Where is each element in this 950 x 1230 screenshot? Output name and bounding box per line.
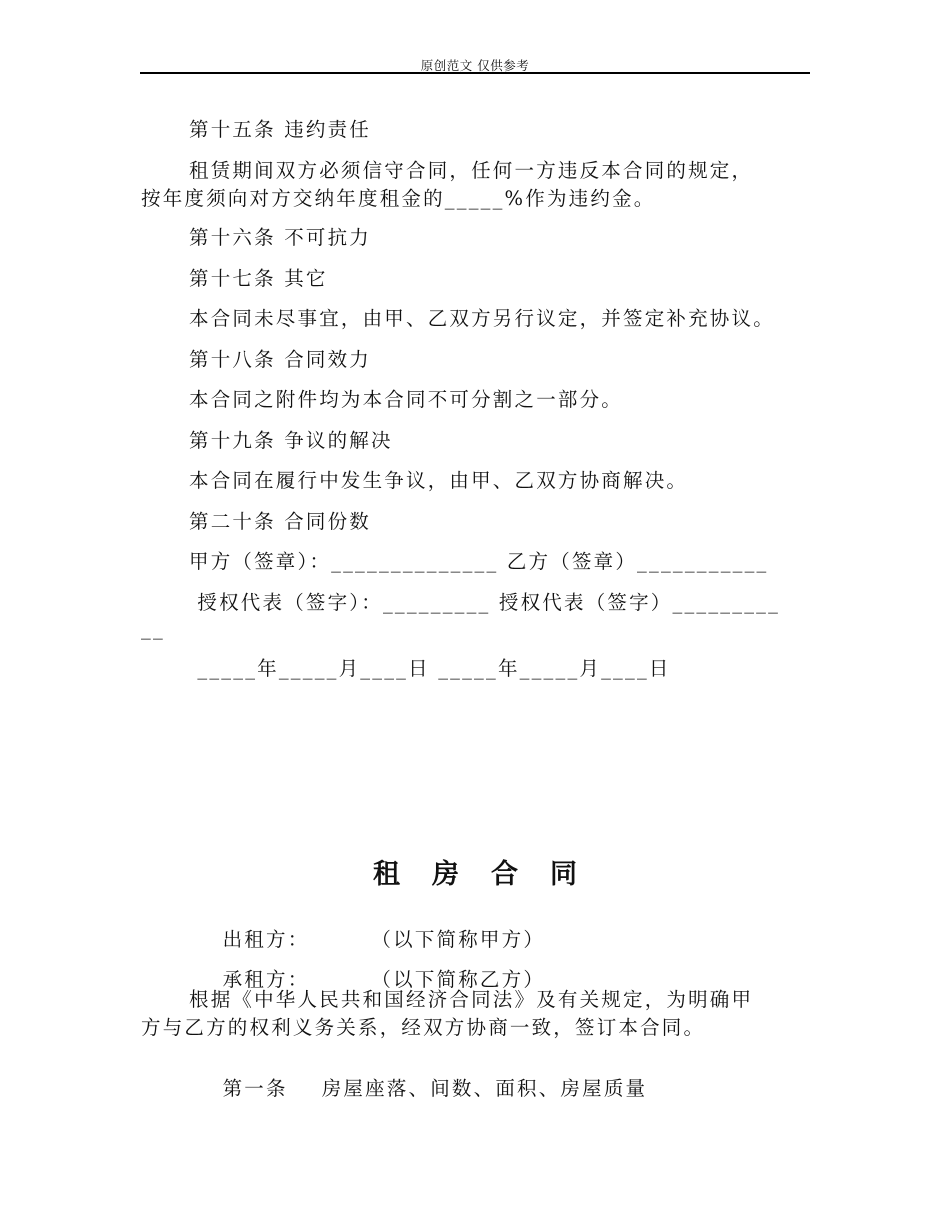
document-title: 租房合同 <box>373 859 609 890</box>
header-rule <box>140 72 810 74</box>
article-15-text-line-1: 租赁期间双方必须信守合同，任何一方违反本合同的规定， <box>189 159 754 182</box>
lessor-note: （以下简称甲方） <box>371 928 546 951</box>
article-1-row <box>141 1050 869 1124</box>
header-text: 原创范文 仅供参考 <box>420 58 530 73</box>
article-17-title: 第十七条 其它 <box>189 267 328 290</box>
article-16-title: 第十六条 不可抗力 <box>189 226 371 249</box>
intro-text-line-1: 根据《中华人民共和国经济合同法》及有关规定，为明确甲 <box>189 988 754 1011</box>
article-19-text: 本合同在履行中发生争议，由甲、乙双方协商解决。 <box>189 469 689 492</box>
intro-text-line-2: 方与乙方的权利义务关系，经双方协商一致，签订本合同。 <box>141 1016 706 1039</box>
article-20-title: 第二十条 合同份数 <box>189 510 371 533</box>
lessor-label: 出租方： <box>222 928 310 951</box>
article-15-text-line-2: 按年度须向对方交纳年度租金的_____%作为违约金。 <box>141 187 656 210</box>
lessee-note: （以下简称乙方） <box>371 968 546 991</box>
authorized-rep-line-wrap: __ <box>141 617 165 640</box>
article-17-text: 本合同未尽事宜，由甲、乙双方另行议定，并签定补充协议。 <box>189 307 775 330</box>
article-15-title: 第十五条 违约责任 <box>189 118 371 141</box>
article-18-title: 第十八条 合同效力 <box>189 348 371 371</box>
article-1-text: 房屋座落、间数、面积、房屋质量 <box>321 1077 648 1100</box>
lessee-label: 承租方： <box>222 968 310 991</box>
article-19-title: 第十九条 争议的解决 <box>189 429 393 452</box>
authorized-rep-line: 授权代表（签字）：_________ 授权代表（签字）_________ <box>189 591 781 614</box>
signature-line: 甲方（签章）：______________ 乙方（签章）___________ <box>189 550 769 573</box>
article-1-label: 第一条 <box>222 1077 288 1100</box>
article-18-text: 本合同之附件均为本合同不可分割之一部分。 <box>189 388 624 411</box>
date-line: _____年_____月____日 _____年_____月____日 <box>189 657 671 680</box>
